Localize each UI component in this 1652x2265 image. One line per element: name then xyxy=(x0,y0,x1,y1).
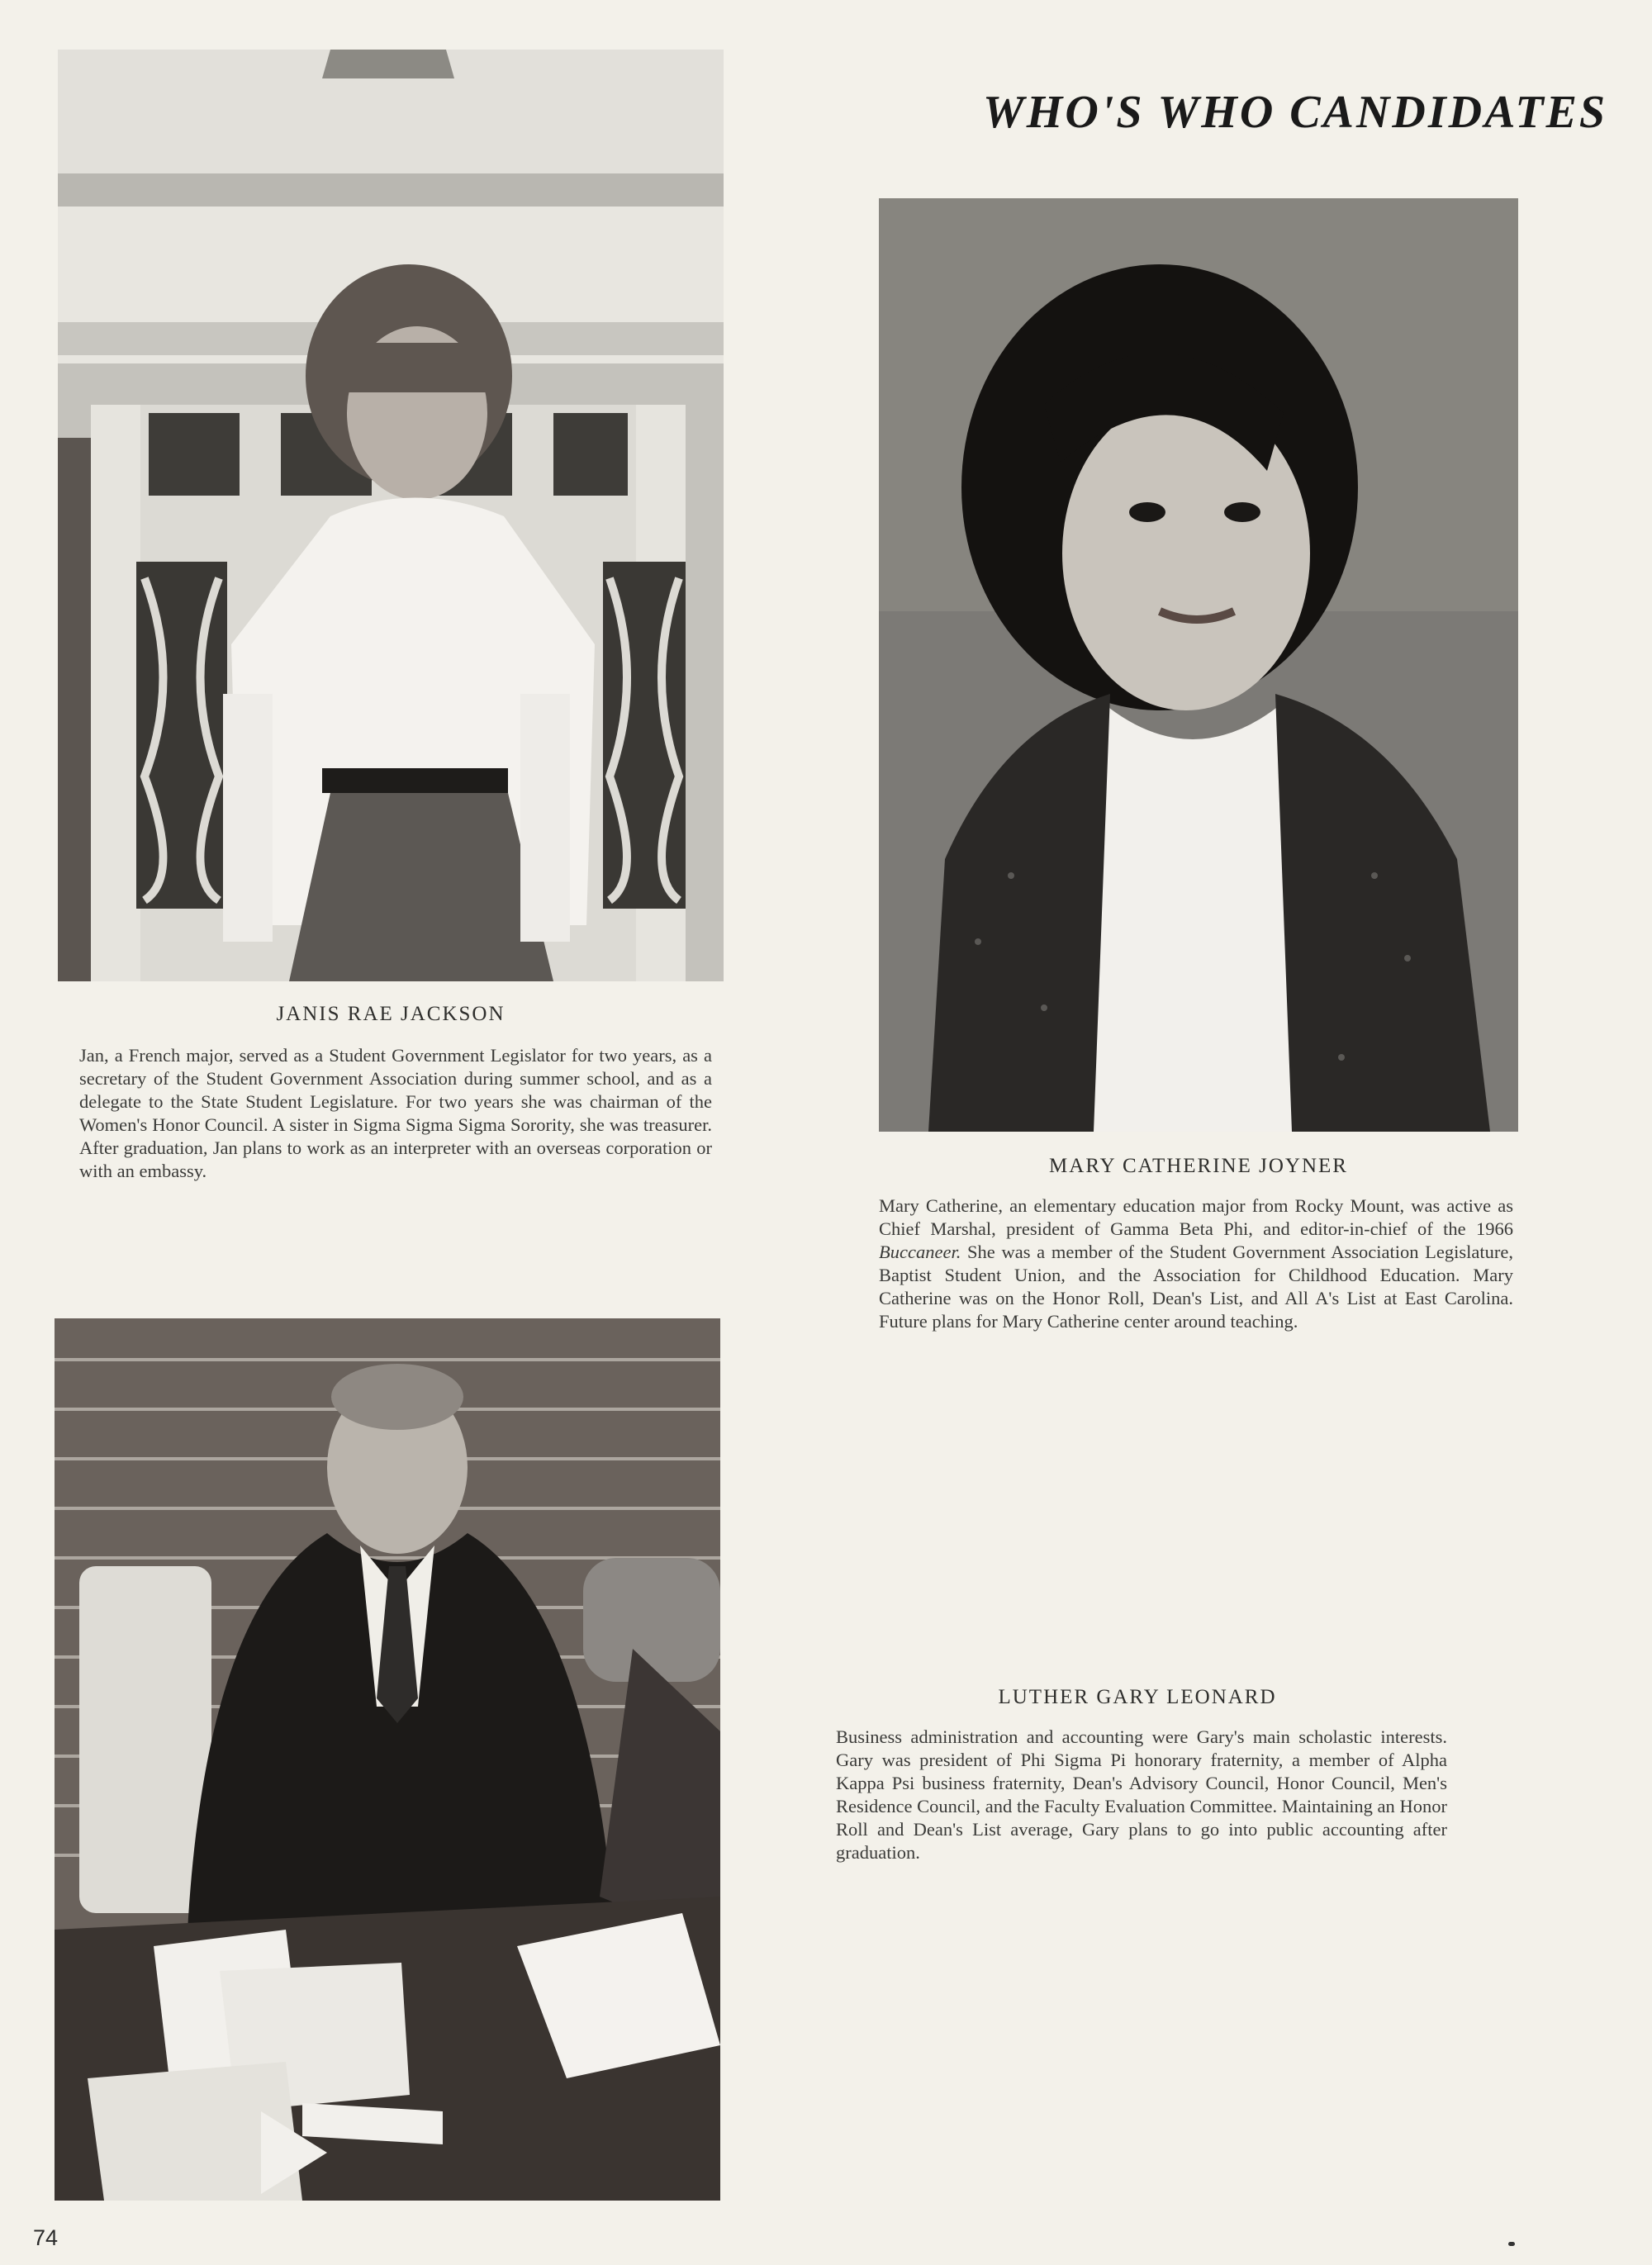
candidate-bio-3: Business administration and accounting were Gary's main scholastic interests. Gary was president of Phi Sigma Pi honorary fraternity, a member of Alpha Kappa Psi business fraternity, Dean's Advisory Council, Honor Council, Men's Residence Council, and the Faculty Evaluation Committee. Maintaining an Honor Roll and Dean's List average, Gary plans to go into public accounting after graduation. xyxy=(836,1726,1447,1863)
candidate-bio-2 xyxy=(879,1194,1513,1333)
candidate-bio-2-part-1: Mary Catherine, an elementary education major from Rocky Mount, was active as Chief Marshal, president of Gamma Beta Phi, and editor-in-chief of the 1966 xyxy=(879,1195,1513,1239)
portrait-photo-janis-rae-jackson xyxy=(58,50,724,981)
candidate-bio-1: Jan, a French major, served as a Student Government Legislator for two years, as a secretary of the Student Government Association during summer school, and as a delegate to the State Student Legislature. For two years she was chairman of the Women's Honor Council. A sister in Sigma Sigma Sigma Sorority, she was treasurer. After graduation, Jan plans to work as an interpreter with an overseas corporation or with an embassy. xyxy=(79,1045,712,1181)
candidate-name-1: JANIS RAE JACKSON xyxy=(276,1003,506,1025)
page-heading: WHO'S WHO CANDIDATES xyxy=(983,87,1608,138)
candidate-bio-2-part-2: She was a member of the Student Government Association Legislature, Baptist Student Union, and the Association for Childhood Education. Mary Catherine was on the Honor Roll, Dean's List, and All A's List at East Carolina. Future plans for Mary Catherine center around teaching. xyxy=(879,1242,1513,1332)
candidate-name-2: MARY CATHERINE JOYNER xyxy=(1049,1155,1348,1177)
candidate-name-3: LUTHER GARY LEONARD xyxy=(998,1686,1277,1708)
portrait-photo-luther-gary-leonard xyxy=(55,1318,720,2201)
portrait-photo-mary-catherine-joyner xyxy=(879,198,1518,1132)
page-number: 74 xyxy=(33,2225,59,2250)
scan-speck xyxy=(1508,2242,1515,2246)
candidate-bio-2-italic: Buccaneer. xyxy=(879,1242,961,1262)
